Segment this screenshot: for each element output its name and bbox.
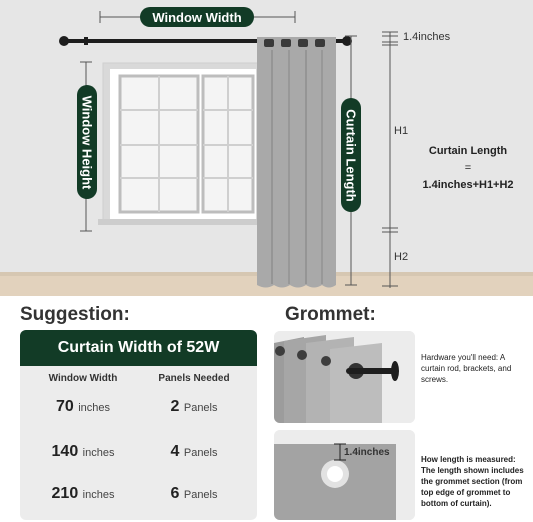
panels-value: 4 — [170, 443, 180, 460]
window-width-value: 70 — [55, 398, 74, 415]
formula-title: Curtain Length — [428, 145, 508, 157]
window-width-value: 140 — [51, 443, 79, 460]
closeup-measure-label: 1.4inches — [344, 447, 390, 458]
table-row — [20, 398, 257, 420]
curtain-length-label — [341, 98, 361, 212]
grommet-closeup-photo — [274, 430, 415, 520]
card-title: Curtain Width of 52W — [20, 330, 257, 366]
col-window-width: Window Width — [48, 373, 118, 384]
curtain-panel — [257, 37, 336, 288]
table-row — [20, 443, 257, 465]
window-width-unit: inches — [82, 489, 115, 501]
window-height-text: Window Height — [79, 95, 95, 189]
window-width-unit: inches — [78, 402, 111, 414]
table-row — [20, 485, 257, 507]
grommet-closeup-illustration — [274, 430, 415, 520]
suggestion-title: Suggestion: — [20, 304, 130, 325]
window — [98, 63, 264, 225]
hardware-note: Hardware you'll need: A curtain rod, brackets, and screws. — [421, 353, 512, 384]
grommet-rod-illustration — [274, 331, 415, 423]
segment-measure — [382, 32, 398, 288]
h1-label: H1 — [394, 125, 409, 137]
grommet-title: Grommet: — [285, 304, 376, 325]
curtain-length-formula — [398, 143, 533, 194]
window-width-value: 210 — [51, 485, 79, 502]
panels-unit: Panels — [183, 489, 218, 501]
window-width-label: Window Width — [140, 7, 254, 27]
length-note: How length is measured: The length shown includes the grommet section (from top edge of grommet to bottom of curtain). — [421, 455, 524, 508]
top-measure-label: 1.4inches — [403, 31, 451, 43]
window-height-label — [77, 85, 97, 199]
formula-equals: = — [464, 162, 472, 174]
curtain-length-text: Curtain Length — [343, 108, 359, 202]
panels-value: 6 — [170, 485, 180, 502]
panels-value: 2 — [170, 398, 180, 415]
window-width-unit: inches — [82, 447, 115, 459]
panels-unit: Panels — [183, 402, 218, 414]
col-panels-needed: Panels Needed — [158, 373, 230, 384]
grommet-rod-photo — [274, 331, 415, 423]
formula-expression: 1.4inches+H1+H2 — [422, 179, 514, 191]
suggestion-card — [20, 330, 257, 520]
h2-label: H2 — [394, 251, 409, 263]
panels-unit: Panels — [183, 447, 218, 459]
